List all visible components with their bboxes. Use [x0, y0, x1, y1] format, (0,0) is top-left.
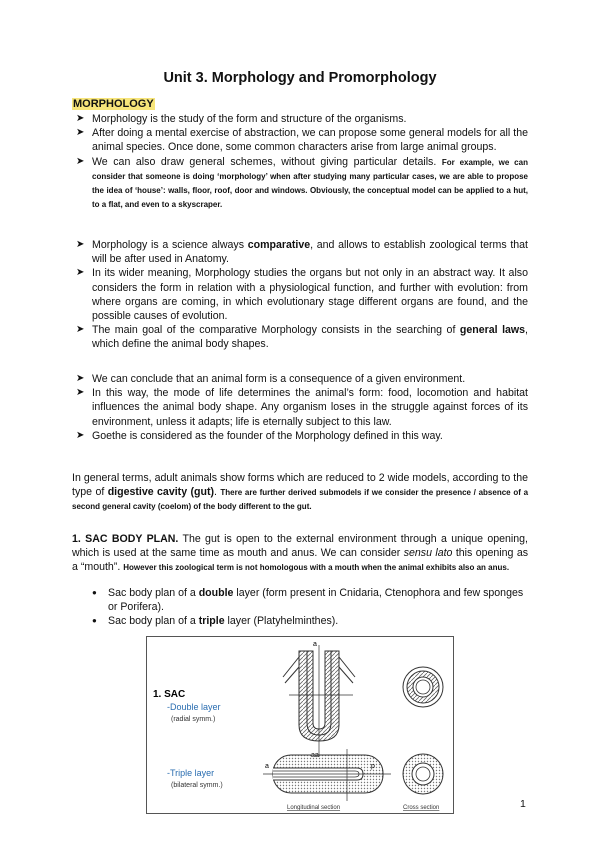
label-a-top: a [313, 641, 317, 648]
label-a-left: a [265, 763, 269, 770]
general-terms-paragraph: In general terms, adult animals show forms which are reduced to 2 wide models, according to the type of digestive cavity (gut). There are further derived submodels if we consider the presence / absence of a second general cavity (coelom) of the body different to the gut. [72, 472, 529, 512]
list-item: ➤ After doing a mental exercise of abstraction, we can propose some general models for all the animal species. Once done, some common characters arise from large animal groups. [76, 126, 528, 154]
sac-body-plan-paragraph: 1. SAC BODY PLAN. The gut is open to the external environment through a unique opening, which is used at the same time as mouth and anus. We can consider sensu lato this opening as a “mouth”. However this zoological term is not homologous with a mouth when the animal exhibits also an anus. [72, 533, 529, 574]
page-number: 1 [520, 798, 526, 810]
section-heading-morphology: MORPHOLOGY [73, 98, 154, 110]
double-layer-cross-section [403, 667, 443, 707]
list-item: ➤ We can also draw general schemes, without giving particular details. For example, we can consider that someone is doing ‘morphology’ when after studying many particular cases, we are able to propose the idea of ‘house’: walls, floor, roof, door and windows. Obviously, the conceptual model can be applied to a hut, to a flat, and even to a skyscraper. [76, 155, 528, 212]
figure-heading: 1. SAC [153, 689, 186, 700]
page-title: Unit 3. Morphology and Promorphology [163, 70, 437, 86]
list-item: ➤ Morphology is a science always comparative, and allows to establish zoological terms that will be after used in Anatomy. [76, 238, 528, 266]
triple-layer-sub: (bilateral symm.) [171, 782, 223, 789]
double-layer-sub: (radial symm.) [171, 716, 216, 723]
list-item: ● Sac body plan of a triple layer (Platyhelminthes). [92, 614, 528, 628]
sac-body-plan-figure [146, 636, 454, 814]
morphology-list-2 [76, 238, 528, 352]
label-p: p [371, 763, 375, 770]
triple-layer-label: -Triple layer [167, 768, 215, 778]
list-item: ● Sac body plan of a double layer (form present in Cnidaria, Ctenophora and few sponges or Porifera). [92, 586, 528, 614]
sac-bullets [92, 586, 528, 629]
sac-heading: 1. SAC BODY PLAN. [72, 533, 179, 545]
list-item: ➤ Goethe is considered as the founder of the Morphology defined in this way. [76, 429, 528, 443]
list-item: ➤ In its wider meaning, Morphology studies the organs but not only in an abstract way. It also considers the form in relation with a physiological function, and further with evolution: from where organs are coming, in which evolutionary stage different organs are found, and the possible causes of evolution. [76, 266, 528, 323]
triple-layer-cross-section [403, 754, 443, 794]
caption-cross: Cross section [403, 805, 440, 811]
sac-diagram [147, 637, 453, 813]
list-item: ➤ Morphology is the study of the form and structure of the organisms. [76, 112, 528, 126]
example-note: For example, we can consider that someone is doing ‘morphology’ when after studying many particular cases, we are able to propose the idea of ‘house’: walls, floor, roof, door and windows. Obviously, the conceptual model can be applied to a hut, to a flat, and even to a skyscraper. [92, 157, 528, 210]
list-item: ➤ In this way, the mode of life determines the animal’s form: food, locomotion and habitat influences the animal body shape. Any organism loses in the struggle against forces of its environment, unless it adapts; life is eternally subject to this law. [76, 386, 528, 429]
triple-layer-longitudinal [263, 749, 391, 801]
morphology-list-3 [76, 372, 528, 443]
caption-longitudinal: Longitudinal section [287, 805, 341, 811]
double-layer-label: -Double layer [167, 702, 221, 712]
list-item: ➤ We can conclude that an animal form is a consequence of a given environment. [76, 372, 528, 386]
morphology-list-1 [76, 112, 528, 211]
list-item: ➤ The main goal of the comparative Morphology consists in the searching of general laws, which define the animal body shapes. [76, 323, 528, 351]
double-layer-longitudinal [283, 645, 355, 757]
